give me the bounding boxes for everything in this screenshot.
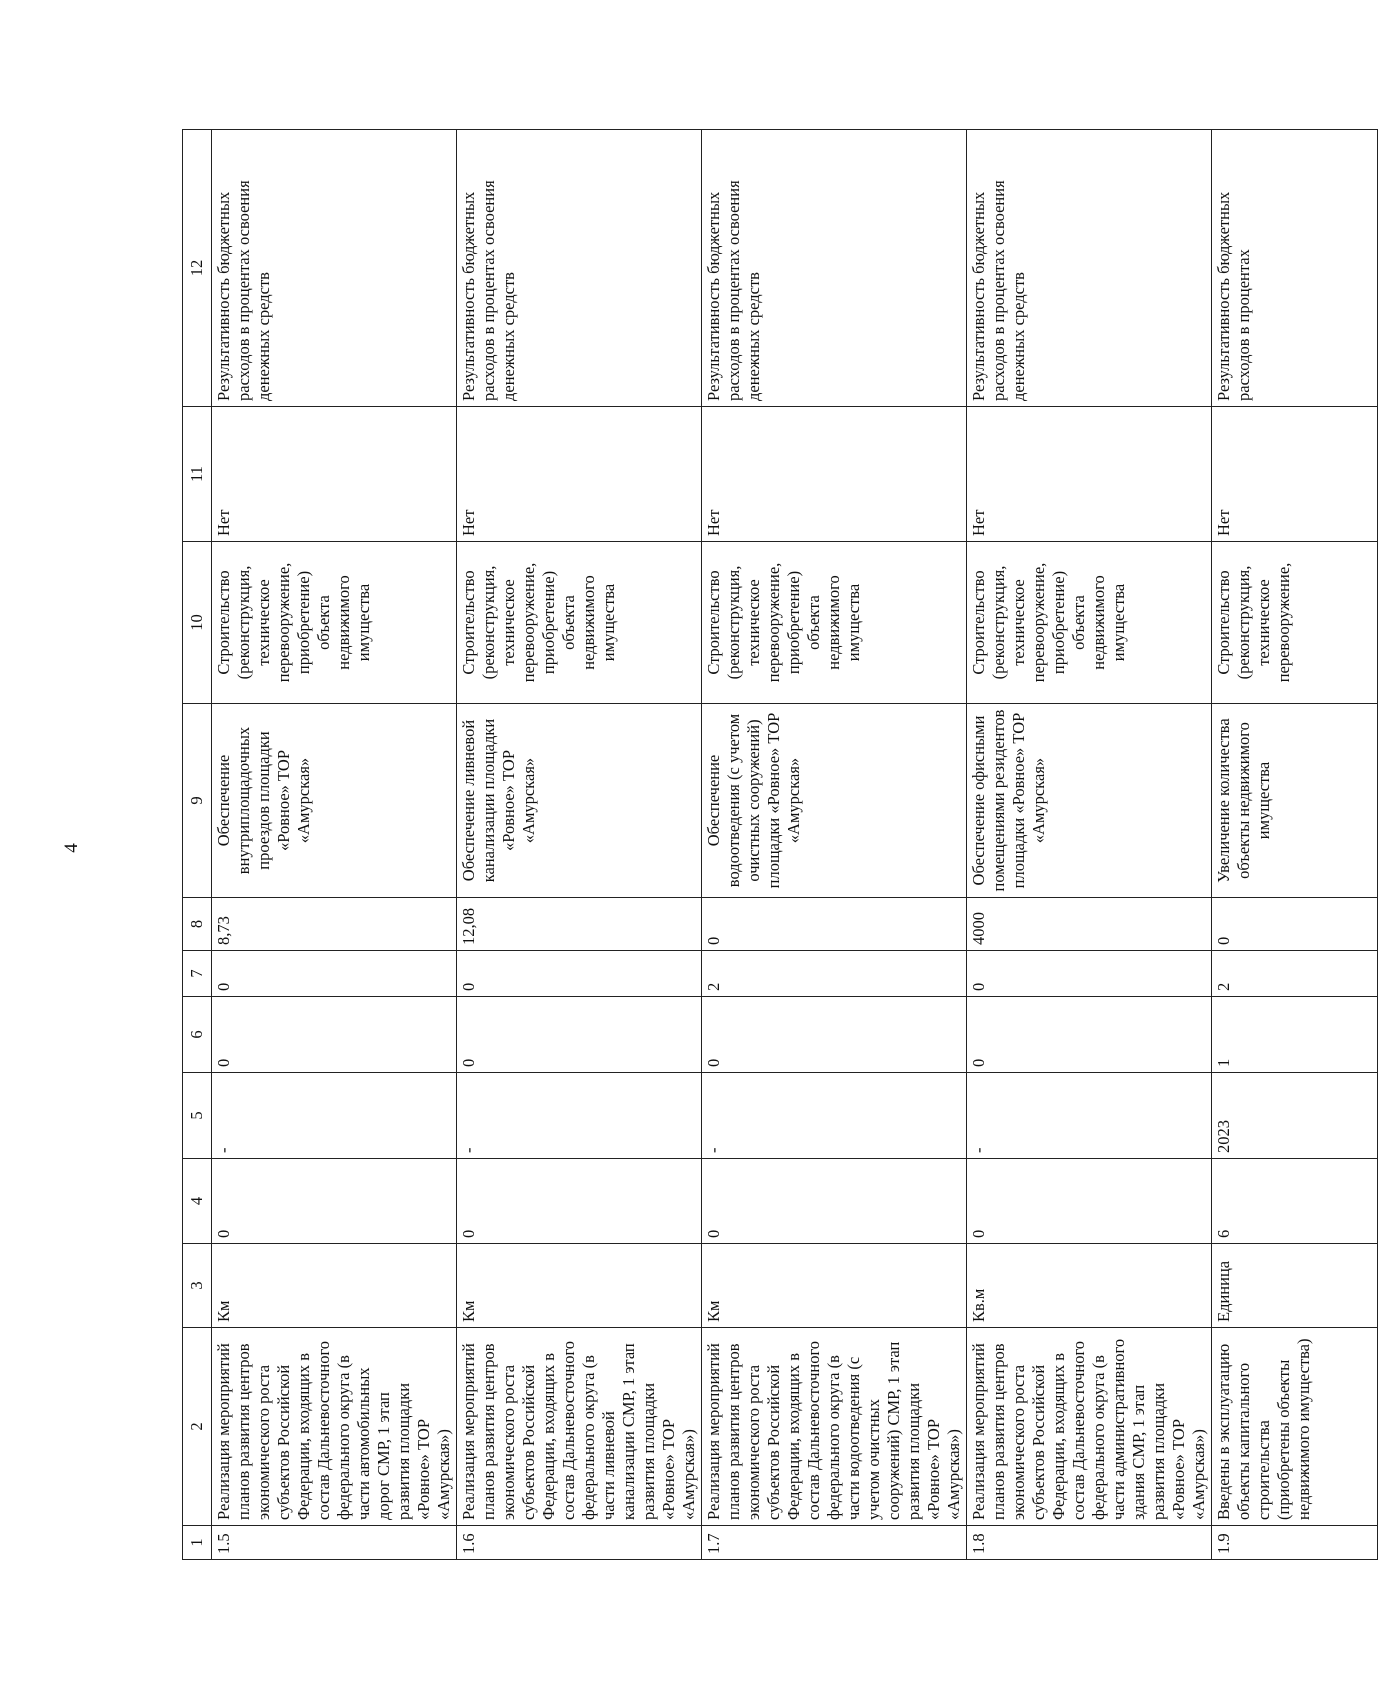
- table-cell: Нет: [457, 407, 702, 542]
- table-cell: 0: [212, 1159, 457, 1244]
- table-cell: -: [457, 1073, 702, 1159]
- table-cell: 0: [967, 951, 1212, 997]
- table-cell: 0: [1212, 898, 1378, 951]
- table-cell: Строительство (реконструкция, техническое перевооружение, приобретение) объекта недвижимого имущества: [457, 542, 702, 704]
- page-number: 4: [61, 843, 82, 853]
- column-header: 12: [183, 130, 212, 407]
- table-cell: Км: [457, 1244, 702, 1328]
- column-header: 11: [183, 407, 212, 542]
- table-cell: 12,08: [457, 898, 702, 951]
- table-cell: Реализация мероприятий планов развития центров экономического роста субъектов Российской Федерации, входящих в состав Дальневосточного федерального округа (в части административного здания СМР, 1 этап развития площадки «Ровное» ТОР «Амурская»): [967, 1328, 1212, 1526]
- table-cell: Результативность бюджетных расходов в процентах освоения денежных средств: [457, 130, 702, 407]
- table-cell: Обеспечение ливневой канализации площадки «Ровное» ТОР «Амурская»: [457, 704, 702, 898]
- table-cell: Строительство (реконструкция, техническое перевооружение,: [1212, 542, 1378, 704]
- table-cell: Км: [212, 1244, 457, 1328]
- table-cell: Реализация мероприятий планов развития центров экономического роста субъектов Российской Федерации, входящих в состав Дальневосточного федерального округа (в части автомобильных дорог СМР, 1 этап развития площадки «Ровное» ТОР «Амурская»): [212, 1328, 457, 1526]
- table-cell: 1.6: [457, 1526, 702, 1560]
- column-header: 6: [183, 997, 212, 1073]
- table-cell: 0: [457, 951, 702, 997]
- table-cell: 0: [702, 997, 967, 1073]
- column-header: 2: [183, 1328, 212, 1526]
- table-cell: 1.8: [967, 1526, 1212, 1560]
- table-cell: 0: [967, 1159, 1212, 1244]
- table-row: [967, 130, 1212, 1560]
- column-header: 9: [183, 704, 212, 898]
- data-table: [182, 129, 1378, 1560]
- table-cell: Результативность бюджетных расходов в процентах освоения денежных средств: [702, 130, 967, 407]
- table-cell: 0: [212, 997, 457, 1073]
- table-cell: Строительство (реконструкция, техническое перевооружение, приобретение) объекта недвижимого имущества: [212, 542, 457, 704]
- table-cell: Нет: [212, 407, 457, 542]
- table-cell: Нет: [967, 407, 1212, 542]
- table-cell: Увеличение количества объекты недвижимого имущества: [1212, 704, 1378, 898]
- table-cell: 1: [1212, 997, 1378, 1073]
- table-cell: Кв.м: [967, 1244, 1212, 1328]
- table-cell: Строительство (реконструкция, техническое перевооружение, приобретение) объекта недвижимого имущества: [967, 542, 1212, 704]
- table-cell: 6: [1212, 1159, 1378, 1244]
- table-row: [457, 130, 702, 1560]
- header-row: [183, 130, 212, 1560]
- column-header: 1: [183, 1526, 212, 1560]
- table-cell: 4000: [967, 898, 1212, 951]
- table-cell: 1.9: [1212, 1526, 1378, 1560]
- rotated-table-container: [182, 130, 1313, 1560]
- column-header: 7: [183, 951, 212, 997]
- table-cell: 2: [702, 951, 967, 997]
- table-row: [212, 130, 457, 1560]
- table-cell: 0: [457, 1159, 702, 1244]
- table-cell: -: [212, 1073, 457, 1159]
- column-header: 5: [183, 1073, 212, 1159]
- table-cell: 0: [702, 898, 967, 951]
- table-cell: 1.5: [212, 1526, 457, 1560]
- table-cell: -: [702, 1073, 967, 1159]
- table-cell: 2023: [1212, 1073, 1378, 1159]
- table-cell: Строительство (реконструкция, техническое перевооружение, приобретение) объекта недвижимого имущества: [702, 542, 967, 704]
- table-cell: Нет: [1212, 407, 1378, 542]
- table-cell: Обеспечение внутриплощадочных проездов площадки «Ровное» ТОР «Амурская»: [212, 704, 457, 898]
- column-header: 4: [183, 1159, 212, 1244]
- column-header: 8: [183, 898, 212, 951]
- table-cell: Результативность бюджетных расходов в процентах: [1212, 130, 1378, 407]
- table-row: [1212, 130, 1378, 1560]
- table-cell: Нет: [702, 407, 967, 542]
- table-cell: Обеспечение офисными помещениями резидентов площадки «Ровное» ТОР «Амурская»: [967, 704, 1212, 898]
- table-cell: 0: [457, 997, 702, 1073]
- table-cell: Результативность бюджетных расходов в процентах освоения денежных средств: [967, 130, 1212, 407]
- table-cell: 1.7: [702, 1526, 967, 1560]
- column-header: 3: [183, 1244, 212, 1328]
- column-header: 10: [183, 542, 212, 704]
- table-cell: Результативность бюджетных расходов в процентах освоения денежных средств: [212, 130, 457, 407]
- table-cell: Км: [702, 1244, 967, 1328]
- table-body: [183, 130, 1378, 1560]
- table-cell: 8,73: [212, 898, 457, 951]
- table-cell: Обеспечение водоотведения (с учетом очистных сооружений) площадки «Ровное» ТОР «Амурская»: [702, 704, 967, 898]
- table-cell: -: [967, 1073, 1212, 1159]
- table-row: [702, 130, 967, 1560]
- table-cell: Реализация мероприятий планов развития центров экономического роста субъектов Российской Федерации, входящих в состав Дальневосточного федерального округа (в части водоотведения (с учетом очистных сооружений) СМР, 1 этап развития площадки «Ровное» ТОР «Амурская»): [702, 1328, 967, 1526]
- table-cell: 0: [212, 951, 457, 997]
- table-cell: Единица: [1212, 1244, 1378, 1328]
- table-cell: Реализация мероприятий планов развития центров экономического роста субъектов Российской Федерации, входящих в состав Дальневосточного федерального округа (в части ливневой канализации СМР, 1 этап развития площадки «Ровное» ТОР «Амурская»): [457, 1328, 702, 1526]
- table-cell: Введены в эксплуатацию объекты капитального строительства (приобретены объекты недвижимого имущества): [1212, 1328, 1378, 1526]
- table-cell: 2: [1212, 951, 1378, 997]
- table-cell: 0: [702, 1159, 967, 1244]
- table-cell: 0: [967, 997, 1212, 1073]
